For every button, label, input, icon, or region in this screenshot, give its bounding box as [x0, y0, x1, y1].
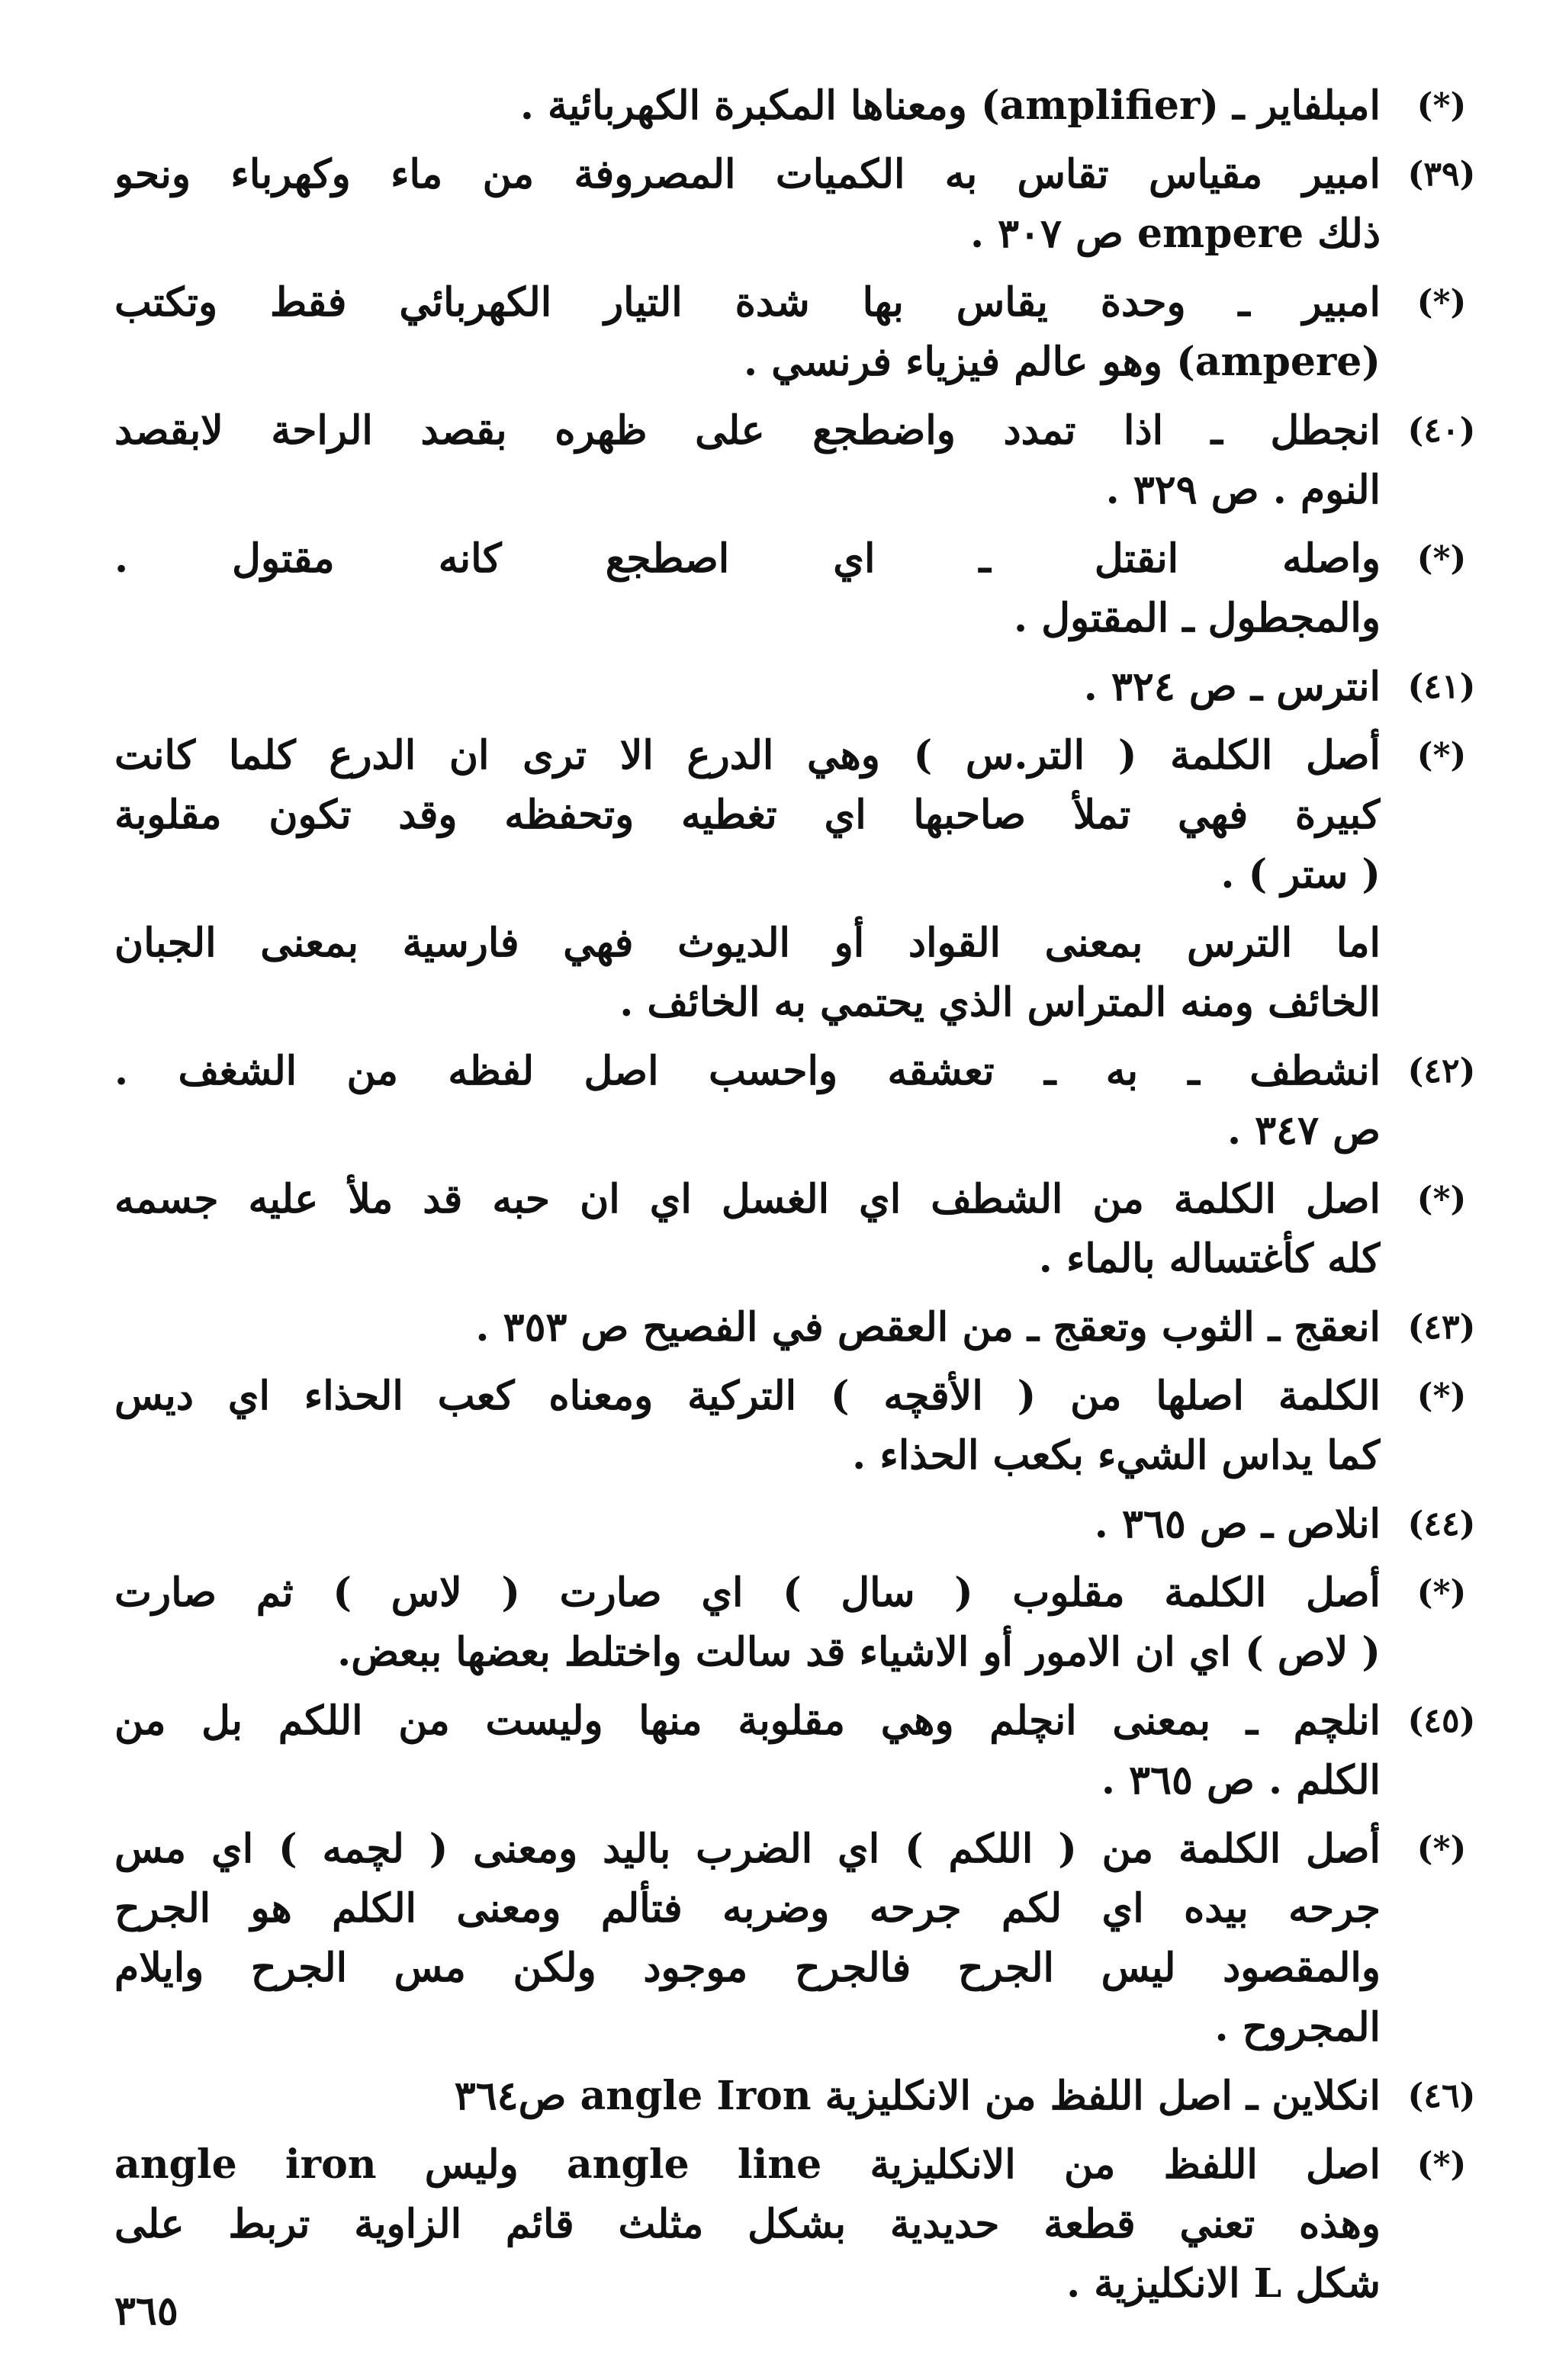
text-line: جرحه بيده اي لكم جرحه وضربه فتألم ومعنى الكلم هو الجرح: [114, 1885, 1381, 1932]
entry: [114, 145, 1476, 264]
text-line: الكلمة اصلها من ( الأقچه ) التركية ومعناه كعب الحذاء اي ديس: [114, 1373, 1381, 1419]
entry: [114, 1298, 1476, 1357]
text-line: كما يداس الشيء بكعب الحذاء .: [852, 1432, 1381, 1479]
text-line: كبيرة فهي تملأ صاحبها اي تغطيه وتحفظه وقد تكون مقلوبة: [114, 792, 1381, 838]
text-line: وهذه تعني قطعة حديدية بشكل مثلث قائم الزاوية تربط على: [114, 2201, 1381, 2247]
entry: [114, 2135, 1467, 2314]
text-line: ص ٣٤٧ .: [1227, 1107, 1381, 1154]
entry: [114, 529, 1467, 648]
entry: [114, 1170, 1467, 1289]
text-line: والمجطول ـ المقتول .: [1014, 595, 1381, 641]
entry: [114, 273, 1467, 392]
entry-marker: (*): [1416, 1573, 1467, 1612]
entry: [114, 1820, 1467, 2057]
entry-marker: (*): [1416, 86, 1467, 125]
entry-marker: (*): [1416, 2145, 1467, 2184]
text-line: ( ستر ) .: [1220, 851, 1381, 898]
entry-marker: (*): [1416, 1829, 1467, 1868]
text-line: انترس ـ ص ٣٢٤ .: [1083, 663, 1381, 710]
text-line: امبير ـ وحدة يقاس بها شدة التيار الكهربائي فقط وتكتب: [114, 279, 1381, 326]
entry: [114, 401, 1476, 520]
entry: [114, 657, 1476, 717]
entry: [114, 726, 1467, 904]
entry: [114, 1042, 1476, 1161]
page-number: ٣٦٥: [114, 2288, 178, 2334]
text-line: انعقج ـ الثوب وتعقج ـ من العقص في الفصيح ص ٣٥٣ .: [475, 1304, 1381, 1351]
page-body: [114, 76, 1476, 2323]
text-line: امبلفاير ـ (amplifier) ومعناها المكبرة الكهربائية .: [519, 82, 1381, 129]
entry: [114, 1563, 1467, 1682]
entry: [114, 1367, 1467, 1485]
entry: [114, 1495, 1476, 1554]
text-line: انكلاين ـ اصل اللفظ من الانكليزية angle Iron ص٣٦٤: [454, 2073, 1381, 2119]
text-line: انلاص ـ ص ٣٦٥ .: [1094, 1501, 1381, 1547]
entry-marker: (٤٥): [1407, 1701, 1476, 1740]
text-line: انشطف ـ به ـ تعشقه واحسب اصل لفظه من الشغف .: [114, 1048, 1381, 1094]
entry: [114, 914, 1464, 1033]
text-line: اصل اللفظ من الانكليزية angle line وليس angle iron: [114, 2141, 1381, 2188]
text-line: واصله انقتل ـ اي اصطجع كانه مقتول .: [114, 535, 1381, 582]
entry-marker: (٤١): [1407, 667, 1476, 706]
entry: [114, 76, 1467, 136]
text-line: ذلك empere ص ٣٠٧ .: [969, 210, 1381, 257]
entry-marker: (*): [1416, 1376, 1467, 1415]
text-line: انجطل ـ اذا تمدد واضطجع على ظهره بقصد الراحة لابقصد: [114, 407, 1381, 454]
entry-marker: (٤٠): [1407, 411, 1476, 450]
text-line: الخائف ومنه المتراس الذي يحتمي به الخائف .: [619, 979, 1381, 1026]
text-line: أصل الكلمة ( التر.س ) وهي الدرع الا ترى ان الدرع كلما كانت: [114, 732, 1381, 779]
text-line: الكلم . ص ٣٦٥ .: [1101, 1757, 1381, 1803]
text-line: اصل الكلمة من الشطف اي الغسل اي ان حبه قد ملأ عليه جسمه: [114, 1176, 1381, 1222]
entry-marker: (٤٣): [1407, 1308, 1476, 1347]
text-line: اما الترس بمعنى القواد أو الديوث فهي فارسية بمعنى الجبان: [114, 920, 1381, 966]
text-line: شكل L الانكليزية .: [1066, 2260, 1381, 2307]
text-line: كله كأغتساله بالماء .: [1038, 1235, 1381, 1282]
entry: [114, 1691, 1476, 1810]
entry-marker: (٤٤): [1407, 1505, 1476, 1543]
entry-marker: (*): [1416, 539, 1467, 578]
text-line: النوم . ص ٣٢٩ .: [1105, 467, 1381, 513]
entry-marker: (*): [1416, 283, 1467, 322]
entry-marker: (*): [1416, 1180, 1467, 1219]
entry-marker: (٤٦): [1407, 2076, 1476, 2115]
entry: [114, 2067, 1476, 2126]
entry-marker: (*): [1416, 736, 1467, 775]
text-line: والمقصود ليس الجرح فالجرح موجود ولكن مس الجرح وايلام: [114, 1945, 1381, 1991]
text-line: أصل الكلمة مقلوب ( سال ) اي صارت ( لاس ) ثم صارت: [114, 1569, 1381, 1616]
entry-marker: (٤٢): [1407, 1052, 1476, 1090]
text-line: ( لاص ) اي ان الامور أو الاشياء قد سالت واختلط بعضها ببعض.: [337, 1629, 1381, 1675]
text-line: أصل الكلمة من ( اللكم ) اي الضرب باليد ومعنى ( لچمه ) اي مس: [114, 1826, 1381, 1872]
entry-marker: (٣٩): [1407, 155, 1476, 194]
text-line: امبير مقياس تقاس به الكميات المصروفة من ماء وكهرباء ونحو: [114, 151, 1381, 198]
text-line: انلچم ـ بمعنى انچلم وهي مقلوبة منها وليست من اللكم بل من: [114, 1697, 1381, 1744]
text-line: المجروح .: [1214, 2004, 1381, 2051]
text-line: (ampere) وهو عالم فيزياء فرنسي .: [744, 339, 1381, 385]
